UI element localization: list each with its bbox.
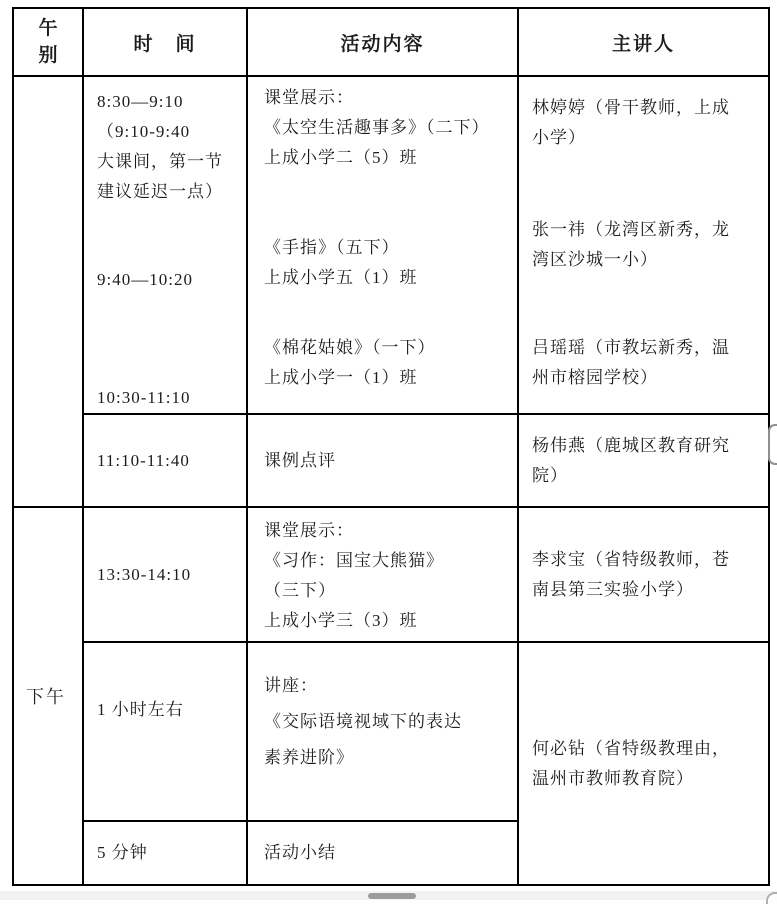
activity-cell-morning [248,77,519,415]
header-cell-activity [248,9,519,77]
session-text: 下午 [26,687,66,707]
horizontal-scrollbar-thumb[interactable] [368,893,416,899]
speaker-text: 林婷婷（骨干教师，上成小学） [532,98,730,147]
speaker-text: 张一祎（龙湾区新秀，龙湾区沙城一小） [532,220,730,269]
speaker-text: 吕瑶瑶（市教坛新秀，温州市榕园学校） [532,338,730,387]
time-cell-afternoon-2 [84,643,248,822]
time-text: 8:30—9:10 [97,92,184,111]
schedule-table [12,7,770,886]
speaker-cell-morning [519,77,768,415]
time-text: 建议延迟一点） [97,182,223,201]
time-text: 10:30-11:10 [97,388,191,407]
speaker-cell-afternoon-merged [519,643,768,884]
session-cell-afternoon [14,508,84,884]
time-text: （9:10-9:40 [97,122,191,141]
activity-text: 《手指》（五下） [264,238,400,257]
activity-text: 上成小学二（5）班 [264,148,418,167]
scrollbar-corner [766,892,777,904]
time-cell-morning [84,77,248,415]
speaker-text: 杨伟燕（鹿城区教育研究院） [532,435,730,485]
header-speaker-label: 主讲人 [611,33,675,55]
speaker-cell-review [519,415,768,508]
activity-text: 上成小学五（1）班 [264,268,418,287]
activity-text: 课例点评 [264,450,336,470]
activity-text: 《交际语境视域下的表达 [264,712,462,731]
activity-cell-afternoon-1 [248,508,519,643]
header-cell-session [14,9,84,77]
activity-text: 讲座： [264,676,318,695]
horizontal-scrollbar-track[interactable] [0,891,777,900]
speaker-cell-afternoon-1 [519,508,768,643]
header-session-label: 午别 [38,18,58,66]
time-text: 5 分钟 [97,843,148,862]
activity-text: 上成小学三（3）班 [264,611,418,630]
session-cell-morning [14,77,84,508]
activity-text: 素养进阶》 [264,748,354,767]
speaker-text: 李求宝（省特级教师，苍南县第三实验小学） [532,549,730,599]
activity-cell-review [248,415,519,508]
speaker-text: 何必钻（省特级教理由，温州市教师教育院） [532,738,730,788]
activity-text: 上成小学一（1）班 [264,368,418,387]
activity-text: 课堂展示： [264,521,354,540]
time-text: 大课间，第一节 [97,152,223,171]
time-text: 9:40—10:20 [97,270,193,289]
activity-text: 课堂展示： [264,88,354,107]
activity-text: 《棉花姑娘》（一下） [264,338,436,357]
time-text: 1 小时左右 [97,699,184,719]
activity-text: 活动小结 [264,843,336,862]
header-activity-label: 活动内容 [340,33,425,55]
activity-cell-afternoon-2 [248,643,519,822]
time-cell-review [84,415,248,508]
time-text: 13:30-14:10 [97,564,192,584]
time-text: 11:10-11:40 [97,450,190,470]
header-time-label: 时 间 [133,33,197,55]
vertical-scrollbar-thumb[interactable] [768,424,777,465]
activity-cell-afternoon-3 [248,822,519,884]
activity-text: 《太空生活趣事多》（二下） [264,118,490,137]
header-cell-speaker [519,9,768,77]
time-cell-afternoon-1 [84,508,248,643]
activity-text: 《习作：国宝大熊猫》 [264,551,444,570]
activity-text: （三下） [264,581,336,600]
header-cell-time [84,9,248,77]
time-cell-afternoon-3 [84,822,248,884]
